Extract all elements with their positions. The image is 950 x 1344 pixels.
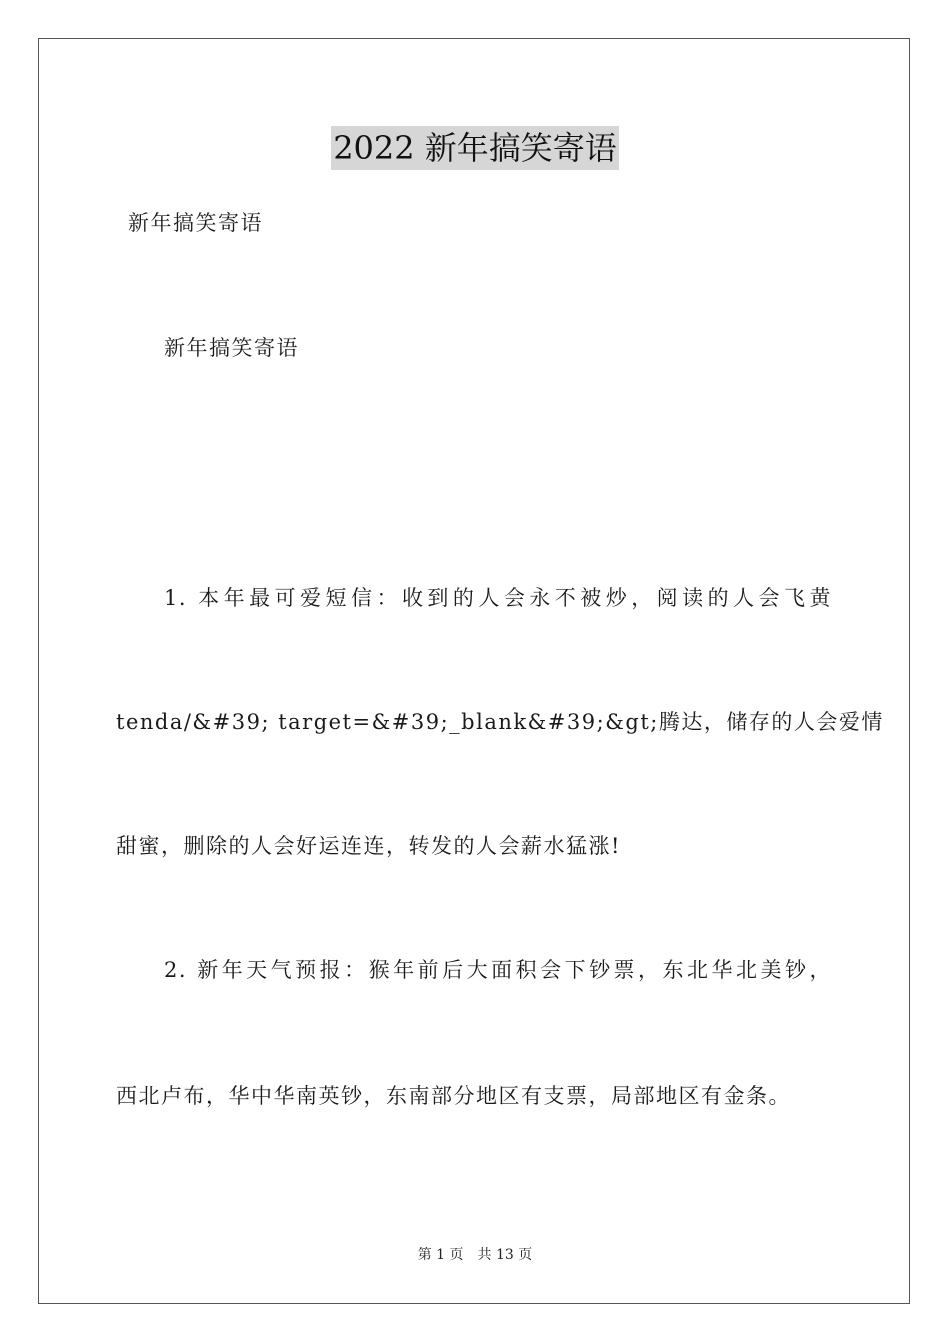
page-footer bbox=[0, 1245, 950, 1265]
body-line-3: 甜蜜，删除的人会好运连连，转发的人会薪水猛涨! bbox=[116, 834, 621, 858]
title-container bbox=[0, 126, 950, 170]
page-number: 第 1 页 bbox=[417, 1247, 464, 1263]
document-title: 2022 新年搞笑寄语 bbox=[331, 126, 619, 170]
section-heading: 新年搞笑寄语 bbox=[164, 336, 299, 360]
page-total: 共 13 页 bbox=[477, 1247, 533, 1263]
body-line-2: tenda/&#39; target=&#39;_blank&#39;&gt;腾达，储存的人会爱情 bbox=[116, 710, 884, 734]
document-subtitle: 新年搞笑寄语 bbox=[128, 211, 263, 235]
body-line-5: 西北卢布，华中华南英钞，东南部分地区有支票，局部地区有金条。 bbox=[116, 1084, 791, 1108]
body-line-1: 1. 本年最可爱短信：收到的人会永不被炒，阅读的人会飞黄 bbox=[164, 586, 832, 610]
body-line-4: 2. 新年天气预报：猴年前后大面积会下钞票，东北华北美钞， bbox=[164, 958, 832, 982]
